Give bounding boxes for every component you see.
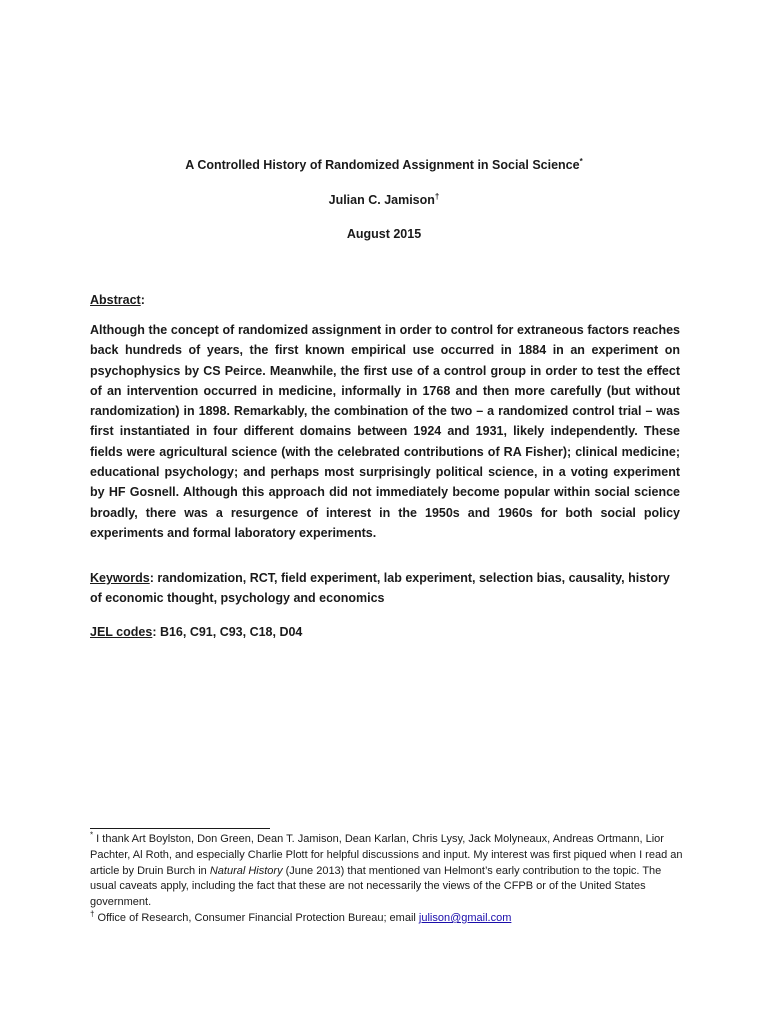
author-footnote-marker: † <box>434 191 440 201</box>
paper-title-text: A Controlled History of Randomized Assignment in Social Science <box>185 158 580 172</box>
paper-date: August 2015 <box>346 227 422 241</box>
abstract-label: Abstract <box>90 293 141 307</box>
footnote-1-text-a: I thank Art Boylston, Don Green, Dean T. Jamison, Dean Karlan, Chris Lysy, Jack Molyneaux, Andreas Ortmann, Lior Pachter, Al Roth, and especially Charlie Plott for helpful discussions and input. My interest was first piqued when I read an article by Druin Burch in <box>90 833 683 877</box>
jel-codes-line <box>90 622 680 642</box>
abstract-text: Although the concept of randomized assignment in order to control for extraneous factors reaches back hundreds of years, the first known empirical use occurred in 1884 in an experiment on psychophysics by CS Peirce. Meanwhile, the first use of a control group in order to test the effect of an intervention occurred in medicine, informally in 1768 and then more carefully (but without randomization) in 1898. Remarkably, the combination of the two – a randomized control trial – was first instantiated in four different domains between 1924 and 1931, likely independently. These fields were agricultural science (with the celebrated contributions of RA Fisher); clinical medicine; educational psychology; and perhaps most surprisingly political science, in a voting experiment by HF Gosnell. Although this approach did not immediately become popular within social science broadly, there was a resurgence of interest in the 1950s and 1960s for both social policy experiments and formal laboratory experiments. <box>90 323 680 540</box>
footnote-2-text: Office of Research, Consumer Financial Protection Bureau; email <box>94 911 419 924</box>
jel-label: JEL codes <box>90 625 153 639</box>
email-link[interactable]: julison@gmail.com <box>418 911 512 924</box>
footnote-1 <box>90 832 690 911</box>
abstract-label-colon: : <box>140 293 145 307</box>
jel-text: : B16, C91, C93, C18, D04 <box>152 625 303 639</box>
footnote-2-marker: † <box>90 909 95 919</box>
footnote-1-italic: Natural History <box>209 864 283 877</box>
keywords-label: Keywords <box>90 571 150 585</box>
author-name: Julian C. Jamison <box>328 193 435 207</box>
keywords-line <box>90 568 680 609</box>
title-footnote-marker: * <box>579 156 583 166</box>
paper-title <box>0 158 768 172</box>
footnote-1-text-b: (June 2013) that mentioned van Helmont’s early contribution to the topic. The usual caveats apply, including the fact that these are not necessarily the views of the CFPB or of the United States government. <box>90 864 662 909</box>
footnote-2 <box>90 911 690 927</box>
keywords-text: : randomization, RCT, field experiment, lab experiment, selection bias, causality, history of economic thought, psychology and economics <box>90 571 670 606</box>
footnotes <box>90 832 690 927</box>
footnote-1-marker: * <box>90 830 94 840</box>
paper-author <box>0 193 768 207</box>
footnote-divider <box>90 828 270 829</box>
abstract-heading <box>90 290 680 310</box>
